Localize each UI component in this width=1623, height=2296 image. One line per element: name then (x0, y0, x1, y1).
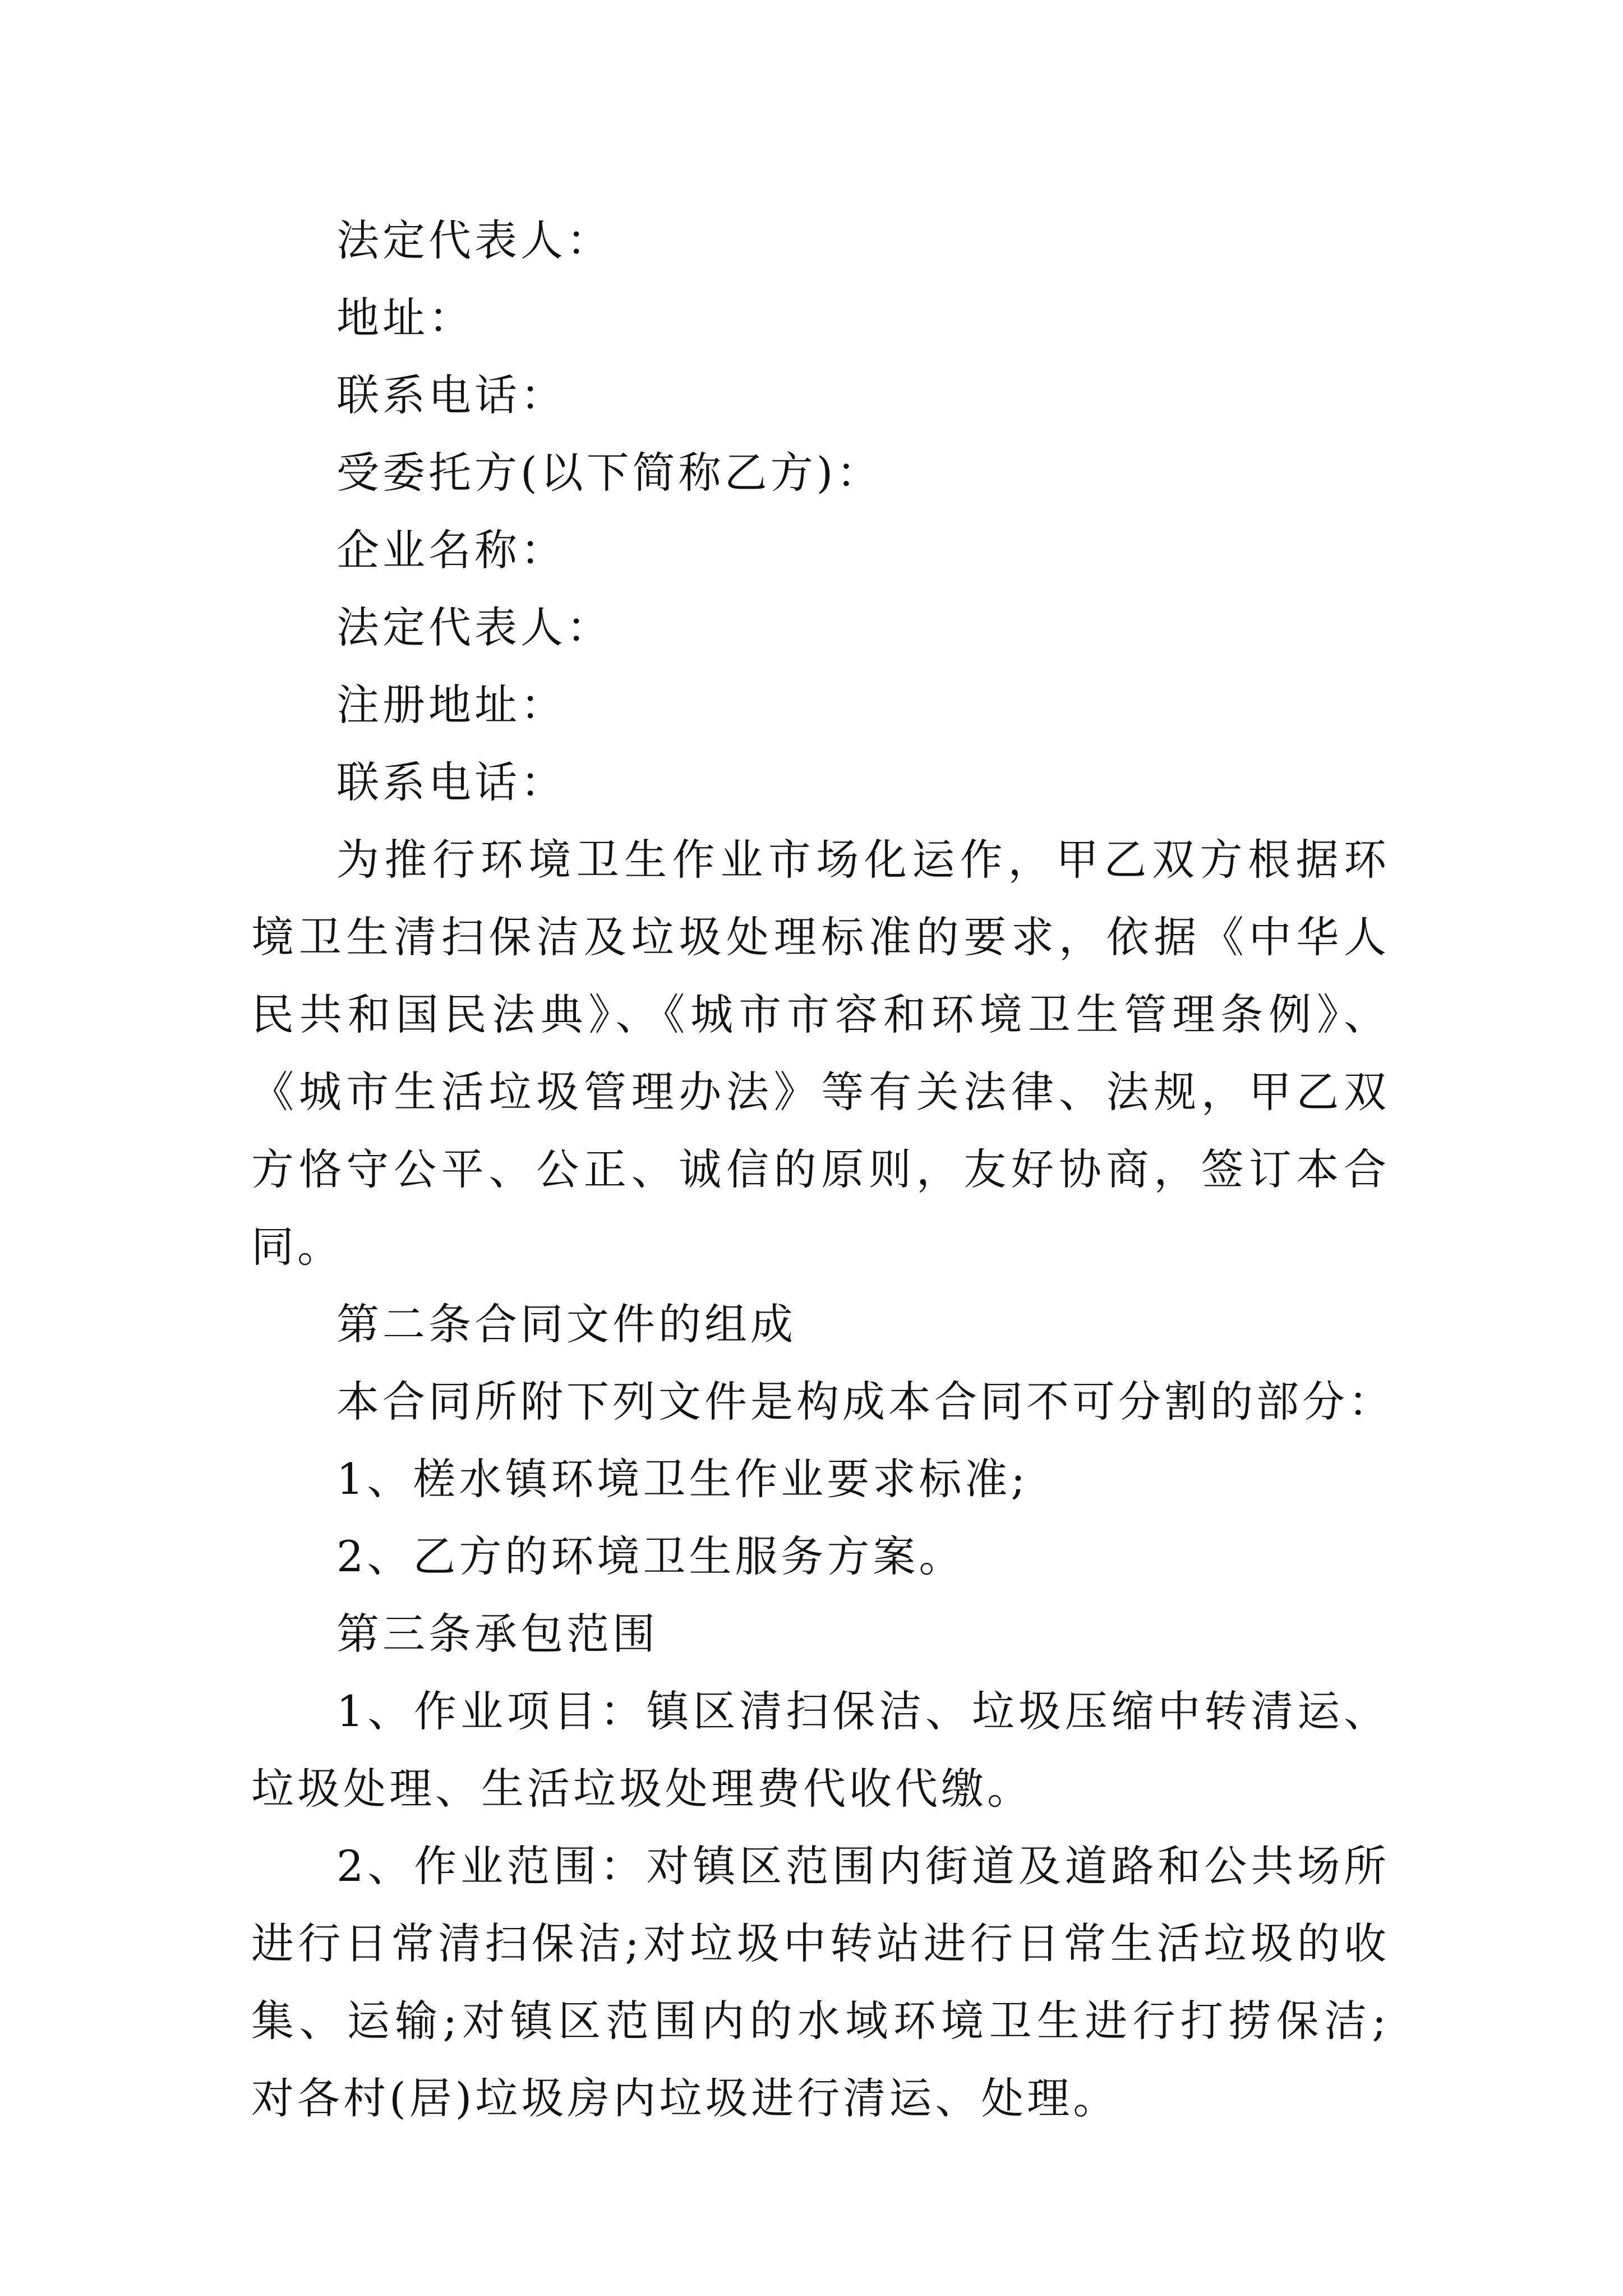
text-line-legal-representative: 法定代表人： (336, 215, 612, 265)
text-line-legal-representative-b: 法定代表人： (336, 602, 612, 652)
article-3-item-1: 1、作业项目：镇区清扫保洁、垃圾压缩中转清运、垃圾处理、生活垃圾处理费代收代缴。 (251, 1686, 1390, 1814)
intro-paragraph: 为推行环境卫生作业市场化运作，甲乙双方根据环境卫生清扫保洁及垃圾处理标准的要求，依据《中华人民共和国民法典》、《城市市容和环境卫生管理条例》、《城市生活垃圾管理办法》等有关法律、法规，甲乙双方恪守公平、公正、诚信的原则，友好协商，签订本合同。 (251, 835, 1390, 1272)
article-3-item-2: 2、作业范围：对镇区范围内街道及道路和公共场所进行日常清扫保洁;对垃圾中转站进行日常生活垃圾的收集、运输;对镇区范围内的水域环境卫生进行打捞保洁;对各村(居)垃圾房内垃圾进行清运、处理。 (251, 1841, 1390, 2123)
article-2-item-2: 2、乙方的环境卫生服务方案。 (336, 1531, 965, 1581)
text-line-party-b: 受委托方(以下简称乙方)： (336, 448, 883, 498)
text-line-address: 地址： (336, 293, 474, 343)
text-line-phone-b: 联系电话： (336, 757, 566, 807)
text-line-company-name: 企业名称： (336, 525, 566, 575)
document-body (251, 202, 1394, 2137)
text-line-registered-address: 注册地址： (336, 680, 566, 730)
article-2-item-1: 1、槎水镇环境卫生作业要求标准; (336, 1454, 1029, 1504)
article-2-heading: 第二条合同文件的组成 (336, 1299, 796, 1349)
text-line-phone: 联系电话： (336, 370, 566, 420)
article-3-heading: 第三条承包范围 (336, 1609, 658, 1659)
article-2-lead: 本合同所附下列文件是构成本合同不可分割的部分： (336, 1377, 1394, 1427)
